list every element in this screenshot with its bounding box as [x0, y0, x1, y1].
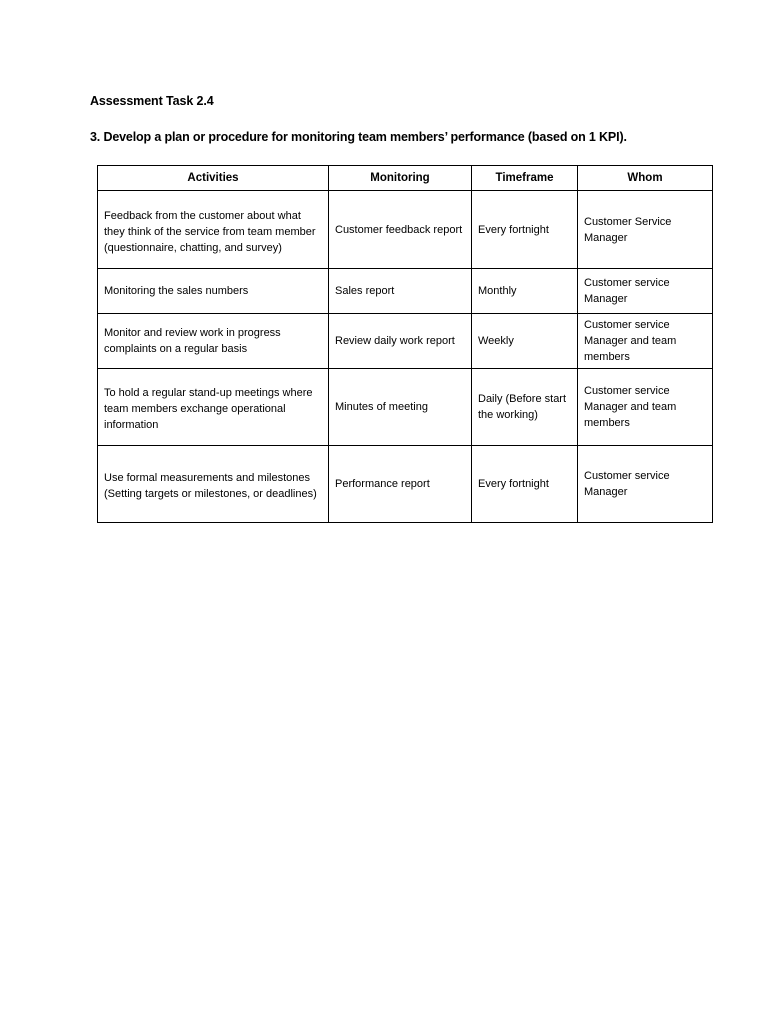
whom-cell: Customer service Manager and team members — [578, 369, 713, 446]
monitoring-plan-table — [97, 165, 713, 523]
table-row — [98, 314, 713, 369]
table-row — [98, 269, 713, 314]
timeframe-cell: Every fortnight — [472, 191, 578, 269]
header-monitoring: Monitoring — [329, 166, 472, 191]
monitoring-cell: Sales report — [329, 269, 472, 314]
table-row — [98, 369, 713, 446]
header-whom: Whom — [578, 166, 713, 191]
activity-cell: Feedback from the customer about what they think of the service from team member (questionnaire, chatting, and survey) — [98, 191, 329, 269]
question-text: 3. Develop a plan or procedure for monitoring team members’ performance (based on 1 KPI). — [90, 130, 627, 144]
activity-cell: Monitoring the sales numbers — [98, 269, 329, 314]
activity-cell: To hold a regular stand-up meetings where team members exchange operational information — [98, 369, 329, 446]
whom-cell: Customer service Manager — [578, 269, 713, 314]
monitoring-cell: Performance report — [329, 446, 472, 523]
monitoring-cell: Customer feedback report — [329, 191, 472, 269]
monitoring-cell: Minutes of meeting — [329, 369, 472, 446]
table-row — [98, 446, 713, 523]
timeframe-cell: Daily (Before start the working) — [472, 369, 578, 446]
table-header-row — [98, 166, 713, 191]
task-heading: Assessment Task 2.4 — [90, 94, 214, 108]
activity-cell: Use formal measurements and milestones (Setting targets or milestones, or deadlines) — [98, 446, 329, 523]
whom-cell: Customer Service Manager — [578, 191, 713, 269]
activity-cell: Monitor and review work in progress complaints on a regular basis — [98, 314, 329, 369]
timeframe-cell: Every fortnight — [472, 446, 578, 523]
header-activities: Activities — [98, 166, 329, 191]
timeframe-cell: Monthly — [472, 269, 578, 314]
timeframe-cell: Weekly — [472, 314, 578, 369]
whom-cell: Customer service Manager — [578, 446, 713, 523]
header-timeframe: Timeframe — [472, 166, 578, 191]
monitoring-cell: Review daily work report — [329, 314, 472, 369]
whom-cell: Customer service Manager and team members — [578, 314, 713, 369]
table-row — [98, 191, 713, 269]
